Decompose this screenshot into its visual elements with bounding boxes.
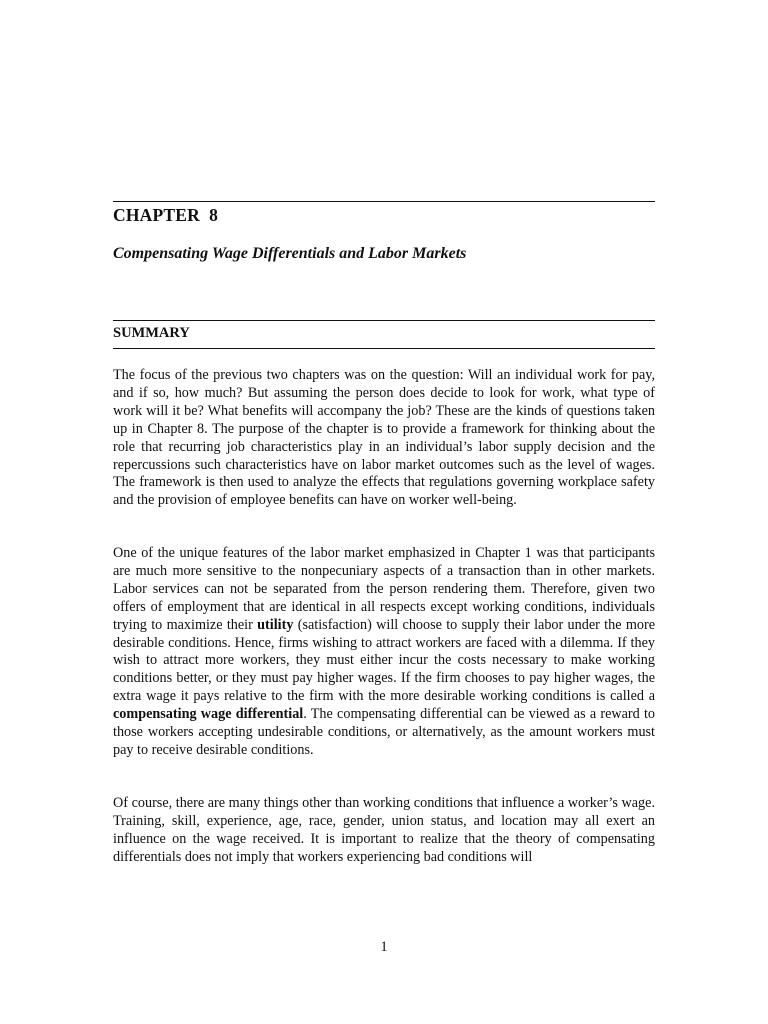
term-utility: utility [257, 616, 294, 633]
chapter-heading: CHAPTER 8 [113, 205, 219, 225]
summary-top-rule [113, 320, 655, 321]
paragraph-2-text-1: One of the unique features of the labor market emphasized in Chapter 1 was that participants are much more sensitive to the nonpecuniary aspects of a transaction than in other markets. Labor services can not be separated from the person rendering them. Therefore, given two offers of employment that are identical in all respects except working conditions, individuals trying to maximize their [113, 545, 655, 633]
paragraph-2-text-3: . The compensating differential can be viewed as a reward to those workers accepting undesirable conditions, or alternatively, as the amount workers must pay to receive desirable conditions. [113, 706, 655, 758]
paragraph-2-text-2: (satisfaction) will choose to supply their labor under the more desirable conditions. Hence, firms wishing to attract workers are faced with a dilemma. If they wish to attract more workers, they must either incur the costs necessary to make working conditions better, or they must pay higher wages. If the firm chooses to pay higher wages, the extra wage it pays relative to the firm with the more desirable working conditions is called a [113, 616, 655, 705]
term-compensating-wage-differential: compensating wage differential [113, 706, 304, 723]
page-number: 1 [380, 939, 388, 955]
summary-paragraph-3: Of course, there are many things other than working conditions that influence a worker’s wage. Training, skill, experience, age, race, gender, union status, and location may all exert an influence on the wage received. It is important to realize that the theory of compensating differentials does not imply that workers experiencing bad conditions will [113, 795, 655, 865]
summary-heading: SUMMARY [113, 325, 190, 341]
summary-paragraph-1: The focus of the previous two chapters was on the question: Will an individual work for pay, and if so, how much? But assuming the person does decide to look for work, what type of work will it be? What benefits will accompany the job? These are the kinds of questions taken up in Chapter 8. The purpose of the chapter is to provide a framework for thinking about the role that recurring job characteristics play in an individual’s labor supply decision and the repercussions such characteristics have on labor market outcomes such as the level of wages. The framework is then used to analyze the effects that regulations governing workplace safety and the provision of employee benefits can have on worker well-being. [113, 367, 655, 509]
chapter-top-rule [113, 201, 655, 202]
summary-bottom-rule [113, 348, 655, 349]
chapter-title: Compensating Wage Differentials and Labor Markets [113, 245, 467, 262]
summary-paragraph-2 [113, 545, 655, 760]
